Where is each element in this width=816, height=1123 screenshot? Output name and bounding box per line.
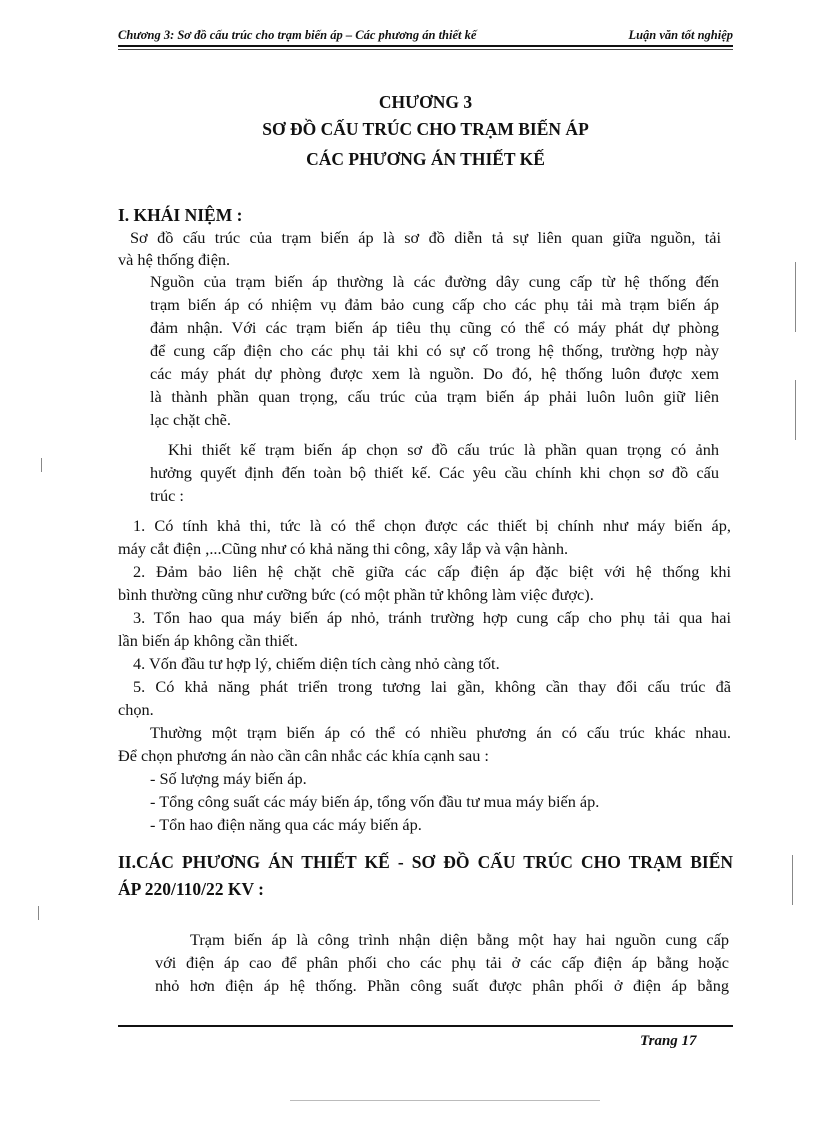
list-item: 1. Có tính khả thi, tức là có thể chọn được các thiết bị chính như máy biến áp,	[133, 516, 731, 535]
list-item: máy cắt điện ,...Cũng như có khả năng thi công, xây lắp và vận hành.	[118, 539, 569, 558]
section2-heading-line1: II.CÁC PHƯƠNG ÁN THIẾT KẾ - SƠ ĐỒ CẤU TRÚC CHO TRẠM BIẾN	[118, 852, 733, 872]
header-rule-thin	[118, 49, 733, 50]
scan-artifact	[290, 1100, 600, 1101]
para2-line: trúc :	[150, 486, 184, 505]
chapter-number: CHƯƠNG 3	[378, 92, 473, 112]
chapter-title-line1: SƠ ĐỒ CẤU TRÚC CHO TRẠM BIẾN ÁP	[262, 119, 589, 139]
scan-artifact	[792, 855, 793, 905]
intro-line: Sơ đồ cấu trúc của trạm biến áp là sơ đồ diễn tả sự liên quan giữa nguồn, tải	[130, 228, 721, 247]
section1-heading: I. KHÁI NIỆM :	[118, 205, 243, 225]
footer-rule	[118, 1025, 733, 1027]
scan-artifact	[38, 906, 39, 920]
para1-line: đảm nhận. Với các trạm biến áp tiêu thụ cũng có thể có máy phát dự phòng	[150, 318, 719, 337]
section2-para-line: nhỏ hơn điện áp hệ thống. Phần công suất được phân phối ở điện áp bằng	[155, 976, 729, 995]
list-item: 4. Vốn đầu tư hợp lý, chiếm diện tích càng nhỏ càng tốt.	[133, 654, 500, 673]
list-item: lần biến áp không cần thiết.	[118, 631, 298, 650]
para1-line: lạc chặt chẽ.	[150, 410, 231, 429]
section2-para-line: với điện áp cao để phân phối cho các phụ tải ở các cấp điện áp bằng hoặc	[155, 953, 729, 972]
bullet-item: - Tổng công suất các máy biến áp, tổng vốn đầu tư mua máy biến áp.	[150, 792, 600, 811]
scan-artifact	[41, 458, 42, 472]
para1-line: các máy phát dự phòng được xem là nguồn. Do đó, hệ thống luôn được xem	[150, 364, 719, 383]
list-item: chọn.	[118, 700, 154, 719]
scan-artifact	[795, 262, 796, 332]
para2-line: Khi thiết kế trạm biến áp chọn sơ đồ cấu trúc là phần quan trọng có ảnh	[168, 440, 719, 459]
para3-line: Thường một trạm biến áp có thể có nhiều phương án có cấu trúc khác nhau.	[150, 723, 731, 742]
para2-line: hưởng quyết định đến toàn bộ thiết kế. Các yêu cầu chính khi chọn sơ đồ cấu	[150, 463, 719, 482]
list-item: 3. Tổn hao qua máy biến áp nhỏ, tránh trường hợp cung cấp cho phụ tải qua hai	[133, 608, 731, 627]
section2-para-line: Trạm biến áp là công trình nhận diện bằng một hay hai nguồn cung cấp	[190, 930, 729, 949]
chapter-title-line2: CÁC PHƯƠNG ÁN THIẾT KẾ	[306, 149, 545, 169]
list-item: 2. Đảm bảo liên hệ chặt chẽ giữa các cấp điện áp đặc biệt với hệ thống khi	[133, 562, 731, 581]
header-rule-thick	[118, 45, 733, 47]
para1-line: để cung cấp điện cho các phụ tải khi có sự cố trong hệ thống, trường hợp này	[150, 341, 719, 360]
para1-line: trạm biến áp có nhiệm vụ đảm bảo cung cấp cho các phụ tải mà trạm biến áp	[150, 295, 719, 314]
para3-line: Để chọn phương án nào cần cân nhắc các khía cạnh sau :	[118, 746, 489, 765]
para1-line: Nguồn của trạm biến áp thường là các đường dây cung cấp từ hệ thống đến	[150, 272, 719, 291]
scan-artifact	[795, 380, 796, 440]
header-thesis-label: Luận văn tốt nghiệp	[628, 28, 733, 42]
page-number: Trang 17	[640, 1033, 697, 1049]
header-chapter-title: Chương 3: Sơ đồ cấu trúc cho trạm biến áp – Các phương án thiết kế	[118, 28, 477, 42]
intro-line: và hệ thống điện.	[118, 250, 231, 269]
list-item: 5. Có khả năng phát triển trong tương lai gần, không cần thay đổi cấu trúc đã	[133, 677, 731, 696]
running-header	[118, 26, 733, 46]
list-item: bình thường cũng như cưỡng bức (có một phần tử không làm việc được).	[118, 585, 594, 604]
bullet-item: - Tổn hao điện năng qua các máy biến áp.	[150, 815, 422, 834]
para1-line: là thành phần quan trọng, cấu trúc của trạm biến áp phải luôn luôn giữ liên	[150, 387, 719, 406]
bullet-item: - Số lượng máy biến áp.	[150, 769, 307, 788]
section2-heading-line2: ÁP 220/110/22 KV :	[118, 879, 265, 899]
